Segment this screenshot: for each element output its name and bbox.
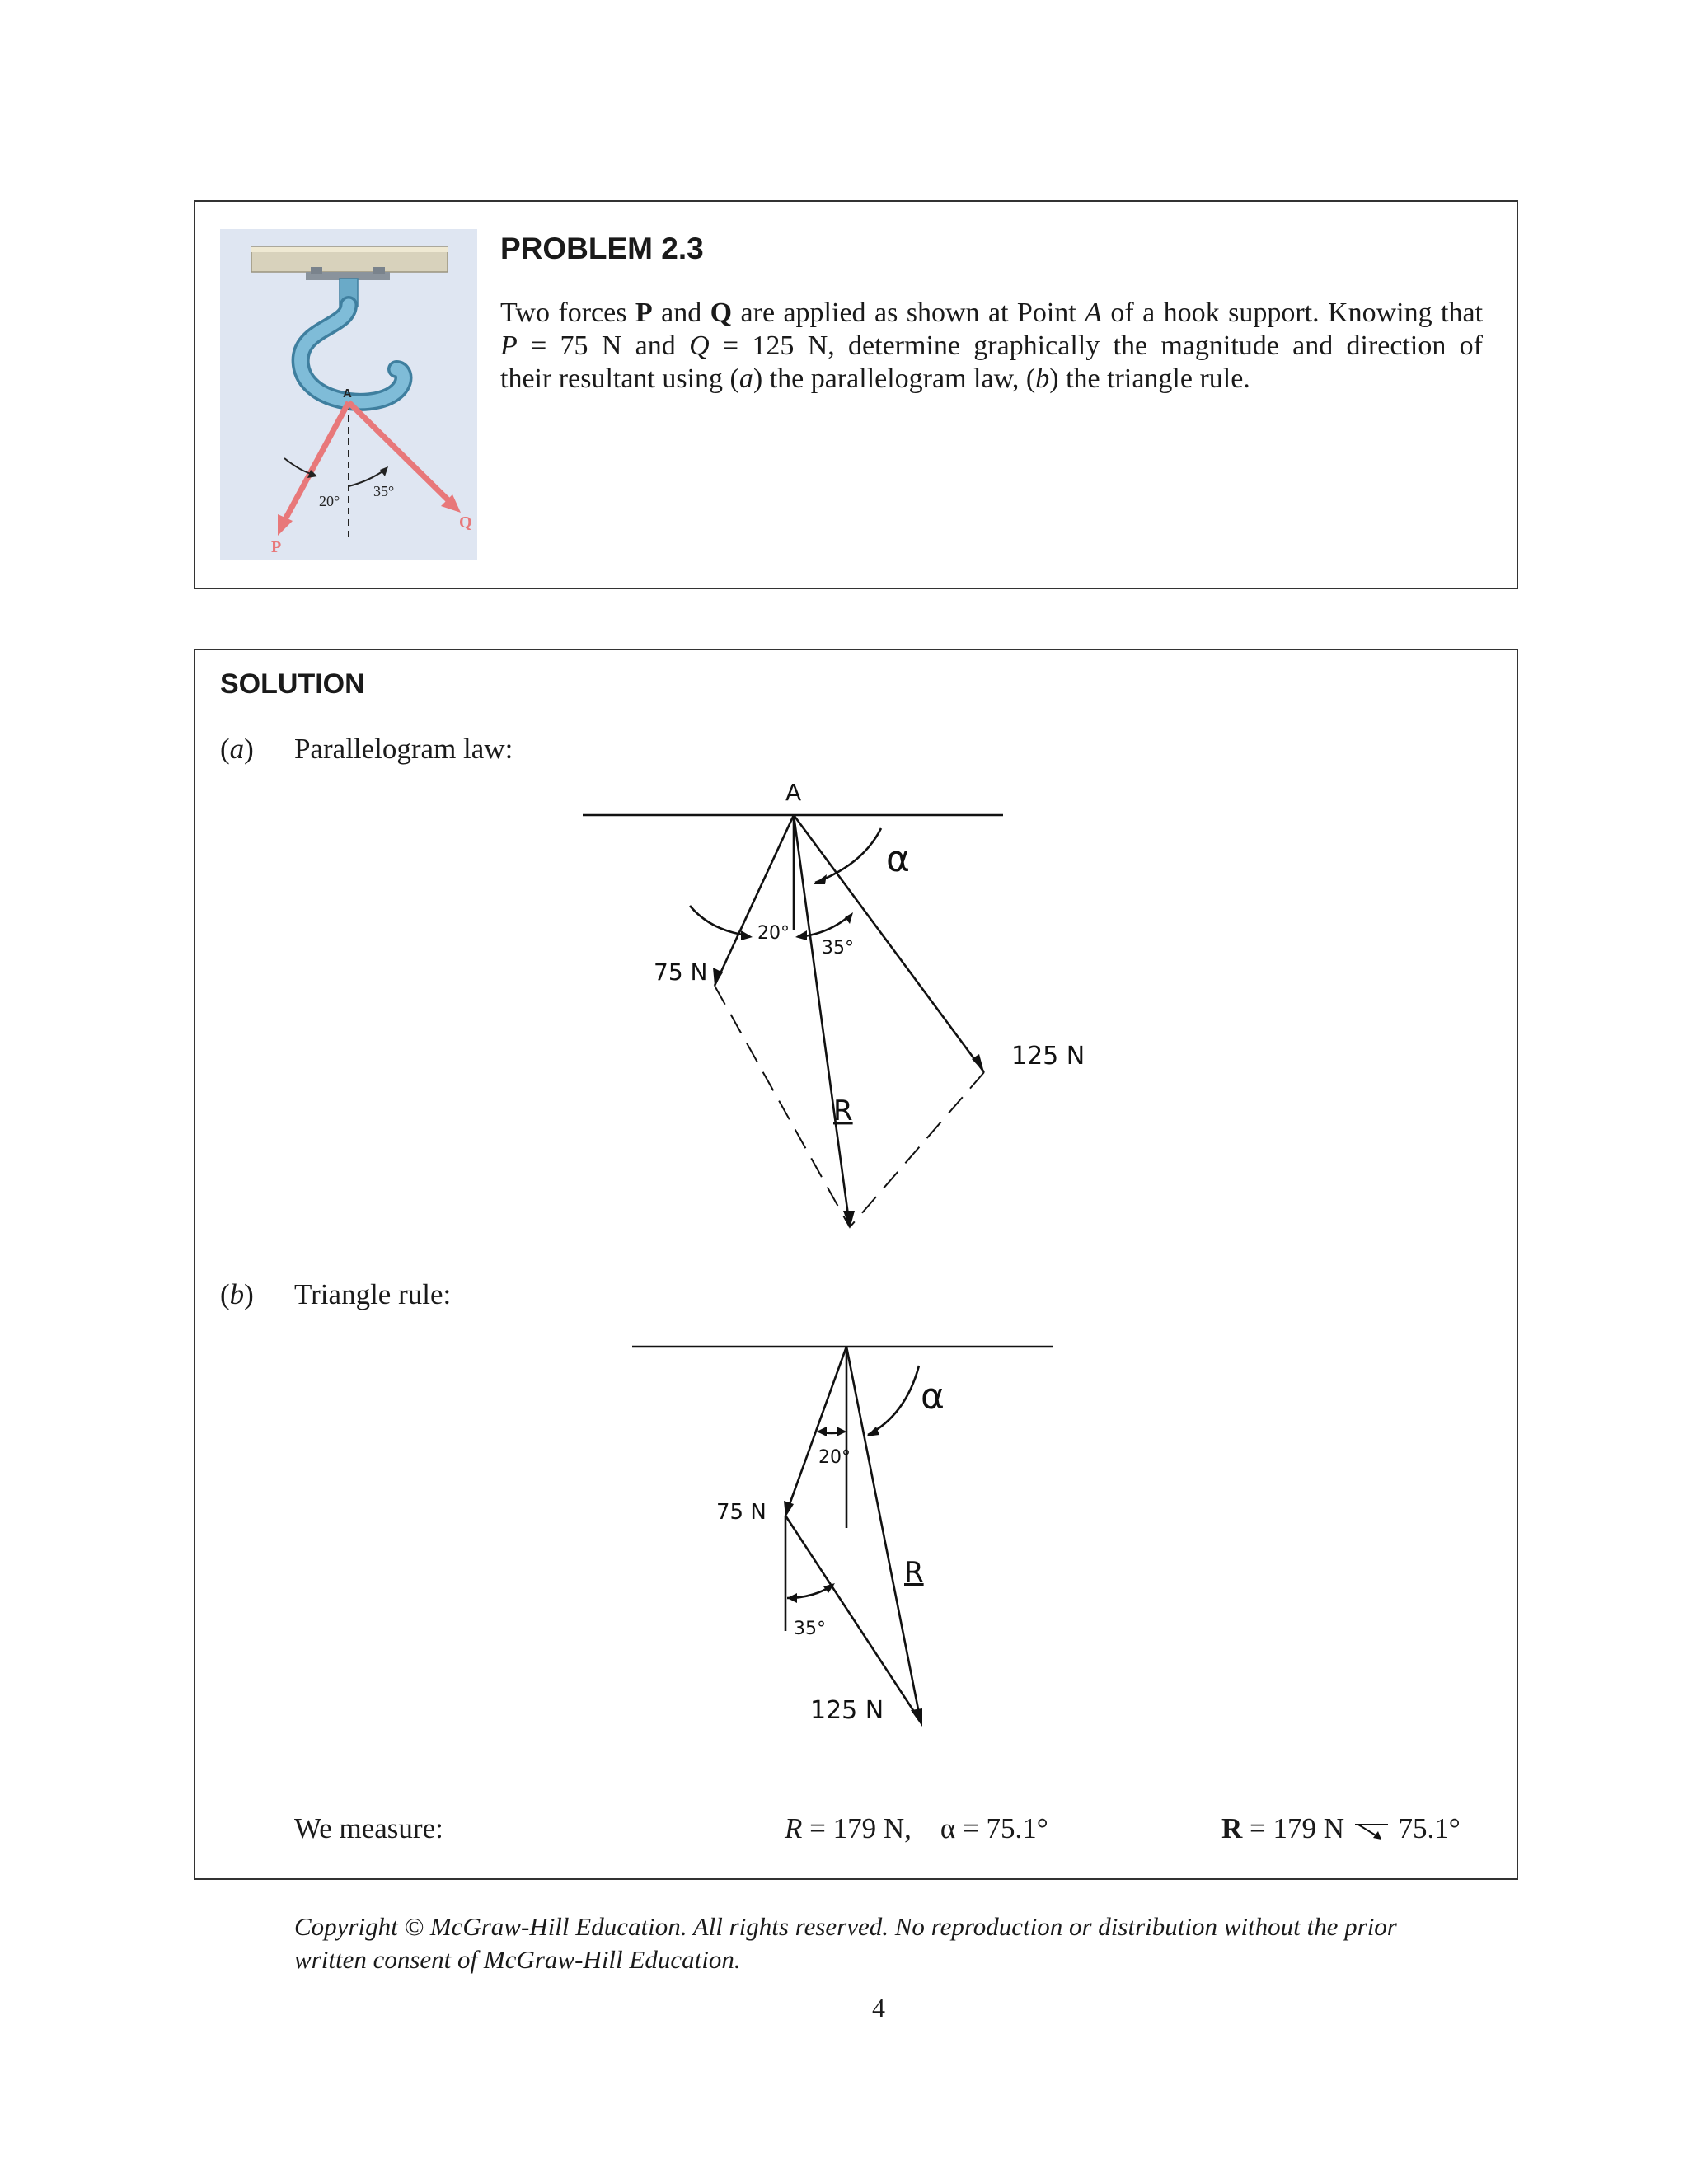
problem-box <box>194 200 1518 589</box>
measured-values: R = 179 N, α = 75.1° <box>785 1812 1048 1844</box>
copyright-notice: Copyright © McGraw-Hill Education. All rights reserved. No reproduction or distribution without the prior written consent of McGraw-Hill Education. <box>294 1912 1397 1974</box>
svg-text:75 N: 75 N <box>654 958 708 986</box>
svg-text:A: A <box>343 387 352 401</box>
svg-text:20°: 20° <box>319 493 340 509</box>
svg-text:R: R <box>833 1094 853 1127</box>
svg-text:125 N: 125 N <box>1011 1042 1085 1071</box>
svg-text:20°: 20° <box>818 1447 851 1468</box>
svg-text:20°: 20° <box>757 923 790 944</box>
direction-arrow-icon <box>1352 1818 1391 1841</box>
parallelogram-diagram <box>583 779 1160 1268</box>
svg-text:α: α <box>886 838 911 880</box>
svg-text:A: A <box>785 779 802 806</box>
problem-statement: Two forces P and Q are applied as shown at Point A of a hook support. Knowing that P = 75 N and Q = 125 N, determine graphically the magnitude and direction of their resultant using (a) the parallelogram law, (b) the triangle rule. <box>500 298 1484 394</box>
problem-title: PROBLEM 2.3 <box>500 232 704 265</box>
svg-text:α: α <box>921 1376 945 1418</box>
svg-text:R: R <box>904 1556 924 1589</box>
measure-label: We measure: <box>294 1812 443 1844</box>
final-answer: R = 179 N 75.1° <box>1221 1812 1461 1844</box>
svg-text:125 N: 125 N <box>810 1696 884 1725</box>
svg-text:Q: Q <box>459 513 472 532</box>
solution-box: SOLUTION (a) Parallelogram law: A α 20° 35° 75 N 125 N R (b) Triangle rule: α 20° 75 N 35° R 125 N We measure: R = 179 N, α = 75.1° R = 179 N 75.1° <box>194 649 1518 1880</box>
svg-text:35°: 35° <box>822 938 854 958</box>
hook-support-figure <box>220 229 477 560</box>
solution-title: SOLUTION <box>220 668 365 700</box>
triangle-rule-diagram <box>583 1326 1160 1796</box>
svg-text:75 N: 75 N <box>716 1500 767 1525</box>
svg-text:35°: 35° <box>373 483 395 499</box>
svg-text:P: P <box>271 538 282 556</box>
svg-text:35°: 35° <box>794 1619 826 1639</box>
page-number: 4 <box>872 1993 885 2022</box>
